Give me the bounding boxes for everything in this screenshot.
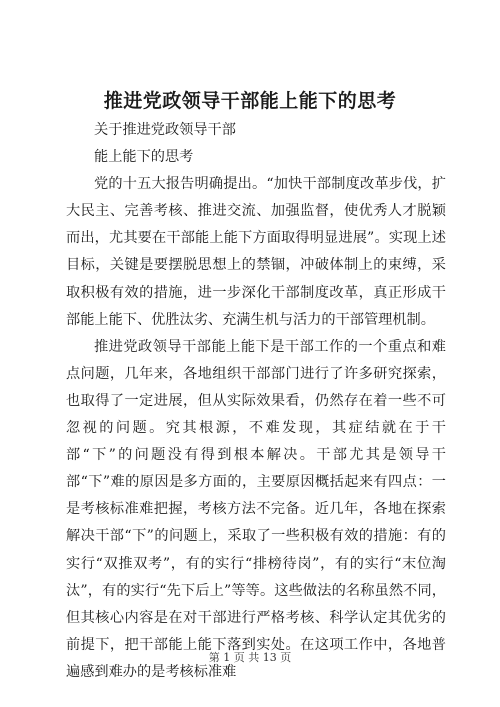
document-title: 推进党政领导干部能上能下的思考 (103, 90, 397, 112)
document-body (66, 117, 446, 686)
page-number-footer: 第 1 页 共 13 页 (208, 651, 292, 664)
body-paragraph-1: 党的十五大报告明确提出。“加快干部制度改革步伐，扩大民主、完善考核、推进交流、加强监督，使优秀人才脱颖而出，尤其要在干部能上能下方面取得明显进展”。实现上述目标，关键是要摆脱思想上的禁锢，冲破体制上的束缚，采取积极有效的措施，进一步深化干部制度改革，真正形成干部能上能下、优胜汰劣、充满生机与活力的干部管理机制。 (66, 176, 446, 328)
subtitle-line-1: 关于推进党政领导干部 (94, 122, 236, 138)
body-paragraph-2: 推进党政领导干部能上能下是干部工作的一个重点和难点问题，几年来，各地组织干部部门进行了许多研究探索，也取得了一定进展，但从实际效果看，仍然存在着一些不可忽视的问题。究其根源，不难发现，其症结就在于干部“下”的问题没有得到根本解决。干部尤其是领导干部“下”难的原因是多方面的，主要原因概括起来有四点：一是考核标准难把握，考核方法不完备。近几年，各地在探索解决干部“下”的问题上，采取了一些积极有效的措施：有的实行“双推双考”，有的实行“排榜待岗”，有的实行“末位淘汰”，有的实行“先下后上”等等。这些做法的名称虽然不同，但其核心内容是在对干部进行严格考核、科学认定其优劣的前提下，把干部能上能下落到实处。在这项工作中，各地普遍感到难办的是考核标准难 (66, 338, 446, 680)
subtitle-line-2: 能上能下的思考 (94, 149, 194, 166)
